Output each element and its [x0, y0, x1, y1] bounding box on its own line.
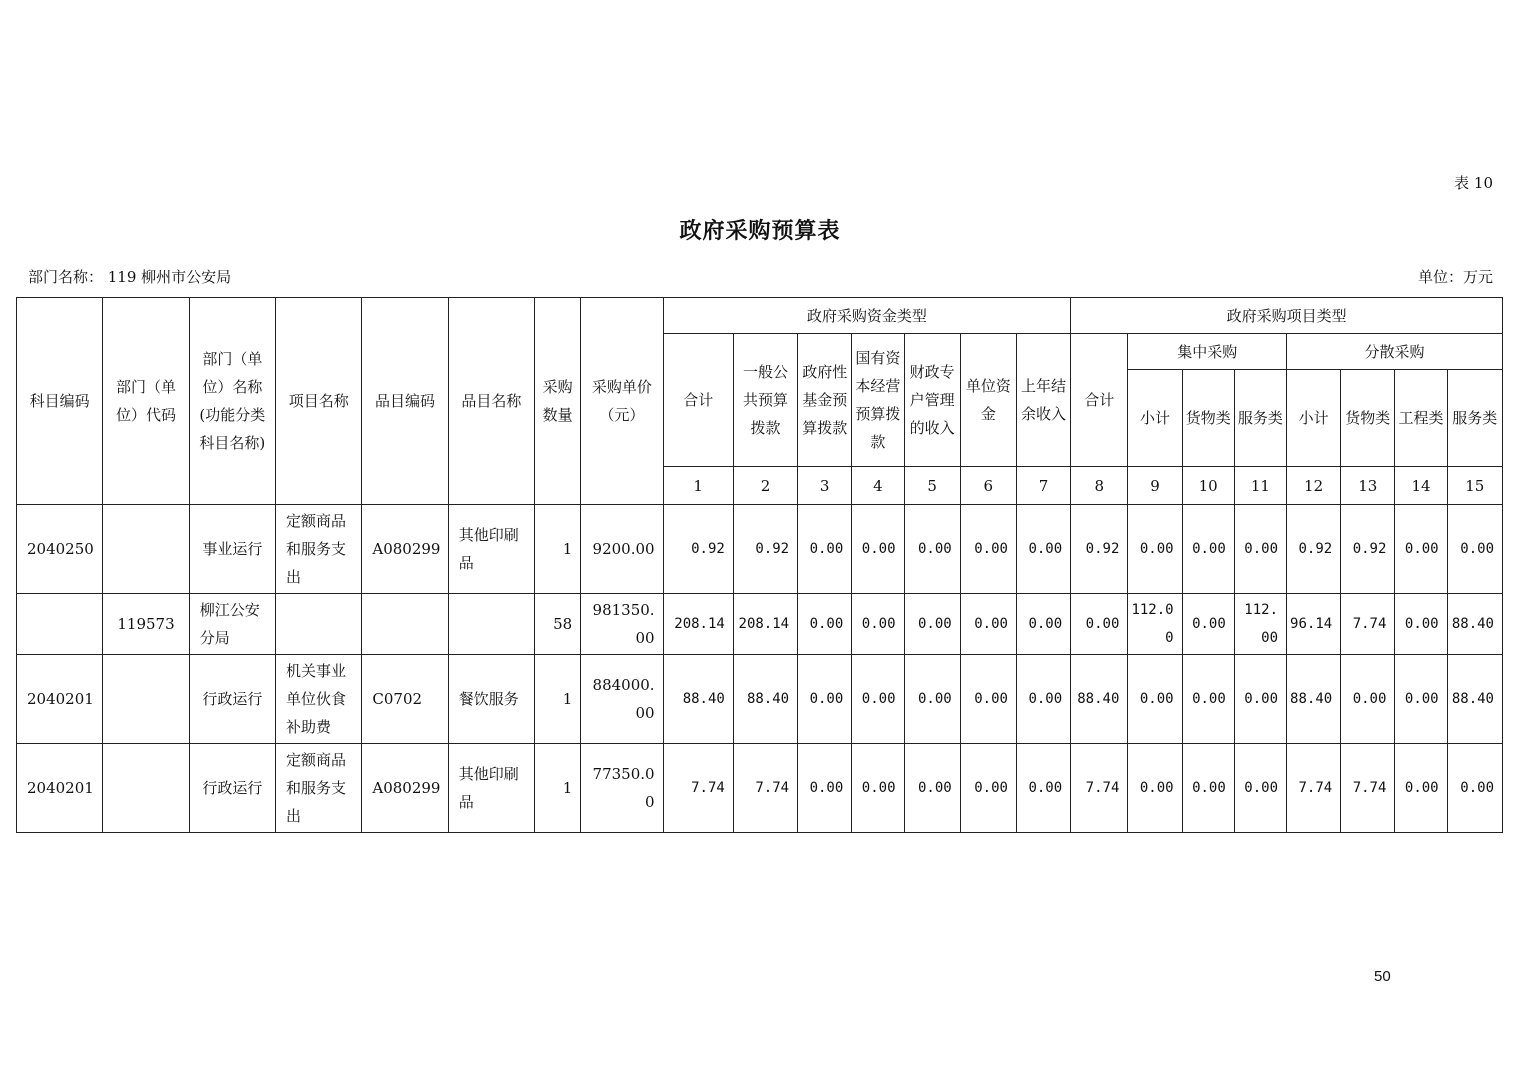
header-state-capital: 国有资本经营预算拨款	[852, 334, 904, 467]
header-project-name: 项目名称	[276, 298, 362, 505]
cell-value: 0.00	[904, 594, 960, 655]
cell-quantity: 1	[535, 744, 581, 833]
cell-item-name: 其他印刷品	[448, 505, 534, 594]
cell-value: 0.00	[1234, 655, 1286, 744]
cell-value: 0.00	[798, 655, 852, 744]
header-c-service: 服务类	[1234, 370, 1286, 467]
cell-unit-price: 77350.00	[581, 744, 663, 833]
cell-value: 0.00	[1016, 655, 1070, 744]
header-c-subtotal: 小计	[1128, 370, 1182, 467]
cell-value: 0.00	[852, 655, 904, 744]
header-quantity: 采购数量	[535, 298, 581, 505]
cell-dept-code	[103, 655, 189, 744]
cell-value: 112.00	[1234, 594, 1286, 655]
cell-value: 0.00	[852, 505, 904, 594]
cell-value: 0.00	[1395, 594, 1447, 655]
header-d-goods: 货物类	[1341, 370, 1395, 467]
cell-value: 0.00	[1341, 655, 1395, 744]
table-row	[17, 594, 1503, 655]
cell-value: 0.00	[960, 594, 1016, 655]
cell-value: 0.00	[1182, 594, 1234, 655]
cell-value: 7.74	[1071, 744, 1128, 833]
cell-item-code	[362, 594, 448, 655]
cell-project-name	[276, 594, 362, 655]
header-item-code: 品目编码	[362, 298, 448, 505]
col-number: 5	[904, 467, 960, 505]
cell-value: 0.92	[1287, 505, 1341, 594]
header-prev-balance: 上年结余收入	[1016, 334, 1070, 467]
department-label: 部门名称： 119 柳州市公安局	[28, 268, 232, 286]
page-number: 50	[1374, 968, 1391, 985]
cell-value: 7.74	[1287, 744, 1341, 833]
header-subject-code: 科目编码	[17, 298, 103, 505]
cell-value: 7.74	[663, 744, 733, 833]
table-row	[17, 744, 1503, 833]
header-fund-type: 政府采购资金类型	[663, 298, 1071, 334]
header-general-public: 一般公共预算拨款	[733, 334, 797, 467]
cell-value: 0.00	[1447, 505, 1502, 594]
cell-value: 0.00	[904, 744, 960, 833]
table-number: 表 10	[1454, 174, 1493, 192]
header-unit-fund: 单位资金	[960, 334, 1016, 467]
col-number: 4	[852, 467, 904, 505]
cell-value: 0.00	[1234, 505, 1286, 594]
col-number: 8	[1071, 467, 1128, 505]
col-number: 3	[798, 467, 852, 505]
cell-value: 0.92	[1071, 505, 1128, 594]
header-gov-fund: 政府性基金预算拨款	[798, 334, 852, 467]
cell-value: 0.00	[1016, 594, 1070, 655]
header-dispersed: 分散采购	[1287, 334, 1503, 370]
header-dept-code: 部门（单位）代码	[103, 298, 189, 505]
cell-value: 0.00	[852, 744, 904, 833]
cell-value: 0.92	[1341, 505, 1395, 594]
page-title: 政府采购预算表	[679, 218, 841, 244]
cell-value: 0.00	[1128, 744, 1182, 833]
cell-value: 0.00	[904, 505, 960, 594]
cell-value: 0.00	[1395, 744, 1447, 833]
col-number: 14	[1395, 467, 1447, 505]
cell-value: 0.00	[798, 744, 852, 833]
cell-value: 7.74	[733, 744, 797, 833]
header-fiscal-special: 财政专户管理的收入	[904, 334, 960, 467]
cell-unit-price: 9200.00	[581, 505, 663, 594]
col-number: 7	[1016, 467, 1070, 505]
cell-value: 0.00	[798, 594, 852, 655]
cell-item-code: A080299	[362, 744, 448, 833]
header-c-goods: 货物类	[1182, 370, 1234, 467]
cell-item-name: 其他印刷品	[448, 744, 534, 833]
cell-project-name: 定额商品和服务支出	[276, 744, 362, 833]
header-fund-total: 合计	[663, 334, 733, 467]
col-number: 9	[1128, 467, 1182, 505]
cell-value: 88.40	[1447, 655, 1502, 744]
cell-value: 0.00	[1128, 655, 1182, 744]
cell-value: 0.92	[663, 505, 733, 594]
header-unit-price: 采购单价（元）	[581, 298, 663, 505]
cell-value: 96.14	[1287, 594, 1341, 655]
cell-dept-code: 119573	[103, 594, 189, 655]
cell-value: 0.00	[960, 505, 1016, 594]
col-number: 6	[960, 467, 1016, 505]
cell-value: 0.00	[1182, 505, 1234, 594]
cell-quantity: 1	[535, 505, 581, 594]
cell-item-name: 餐饮服务	[448, 655, 534, 744]
cell-value: 0.00	[1182, 744, 1234, 833]
col-number: 11	[1234, 467, 1286, 505]
cell-value: 88.40	[1287, 655, 1341, 744]
cell-quantity: 58	[535, 594, 581, 655]
cell-value: 7.74	[1341, 594, 1395, 655]
cell-item-name	[448, 594, 534, 655]
header-d-engineering: 工程类	[1395, 370, 1447, 467]
cell-project-name: 定额商品和服务支出	[276, 505, 362, 594]
header-d-subtotal: 小计	[1287, 370, 1341, 467]
cell-value: 0.92	[733, 505, 797, 594]
cell-value: 0.00	[852, 594, 904, 655]
cell-dept-code	[103, 744, 189, 833]
cell-value: 208.14	[663, 594, 733, 655]
col-number: 1	[663, 467, 733, 505]
col-number: 10	[1182, 467, 1234, 505]
cell-subject-code: 2040201	[17, 744, 103, 833]
header-proj-total: 合计	[1071, 334, 1128, 467]
cell-dept-name: 柳江公安分局	[189, 594, 275, 655]
cell-value: 112.00	[1128, 594, 1182, 655]
cell-subject-code	[17, 594, 103, 655]
cell-value: 7.74	[1341, 744, 1395, 833]
cell-item-code: A080299	[362, 505, 448, 594]
cell-value: 0.00	[1016, 744, 1070, 833]
cell-value: 0.00	[1182, 655, 1234, 744]
cell-value: 88.40	[1071, 655, 1128, 744]
col-number: 12	[1287, 467, 1341, 505]
cell-unit-price: 884000.00	[581, 655, 663, 744]
cell-value: 0.00	[1395, 505, 1447, 594]
cell-unit-price: 981350.00	[581, 594, 663, 655]
cell-value: 0.00	[1447, 744, 1502, 833]
col-number: 13	[1341, 467, 1395, 505]
cell-dept-name: 事业运行	[189, 505, 275, 594]
header-dept-name: 部门（单位）名称(功能分类科目名称)	[189, 298, 275, 505]
cell-value: 88.40	[733, 655, 797, 744]
cell-value: 0.00	[960, 655, 1016, 744]
procurement-budget-table	[16, 297, 1503, 833]
cell-item-code: C0702	[362, 655, 448, 744]
cell-value: 88.40	[663, 655, 733, 744]
cell-value: 0.00	[1071, 594, 1128, 655]
cell-subject-code: 2040201	[17, 655, 103, 744]
header-project-type: 政府采购项目类型	[1071, 298, 1503, 334]
header-item-name: 品目名称	[448, 298, 534, 505]
header-d-service: 服务类	[1447, 370, 1502, 467]
cell-dept-code	[103, 505, 189, 594]
col-number: 15	[1447, 467, 1502, 505]
cell-value: 0.00	[1016, 505, 1070, 594]
cell-value: 0.00	[1395, 655, 1447, 744]
cell-value: 0.00	[960, 744, 1016, 833]
cell-quantity: 1	[535, 655, 581, 744]
cell-project-name: 机关事业单位伙食补助费	[276, 655, 362, 744]
cell-value: 0.00	[904, 655, 960, 744]
header-centralized: 集中采购	[1128, 334, 1287, 370]
cell-dept-name: 行政运行	[189, 744, 275, 833]
col-number: 2	[733, 467, 797, 505]
cell-value: 208.14	[733, 594, 797, 655]
cell-value: 88.40	[1447, 594, 1502, 655]
cell-dept-name: 行政运行	[189, 655, 275, 744]
table-row	[17, 505, 1503, 594]
unit-label: 单位：万元	[1417, 268, 1493, 286]
cell-value: 0.00	[1128, 505, 1182, 594]
cell-value: 0.00	[798, 505, 852, 594]
cell-subject-code: 2040250	[17, 505, 103, 594]
cell-value: 0.00	[1234, 744, 1286, 833]
table-row	[17, 655, 1503, 744]
